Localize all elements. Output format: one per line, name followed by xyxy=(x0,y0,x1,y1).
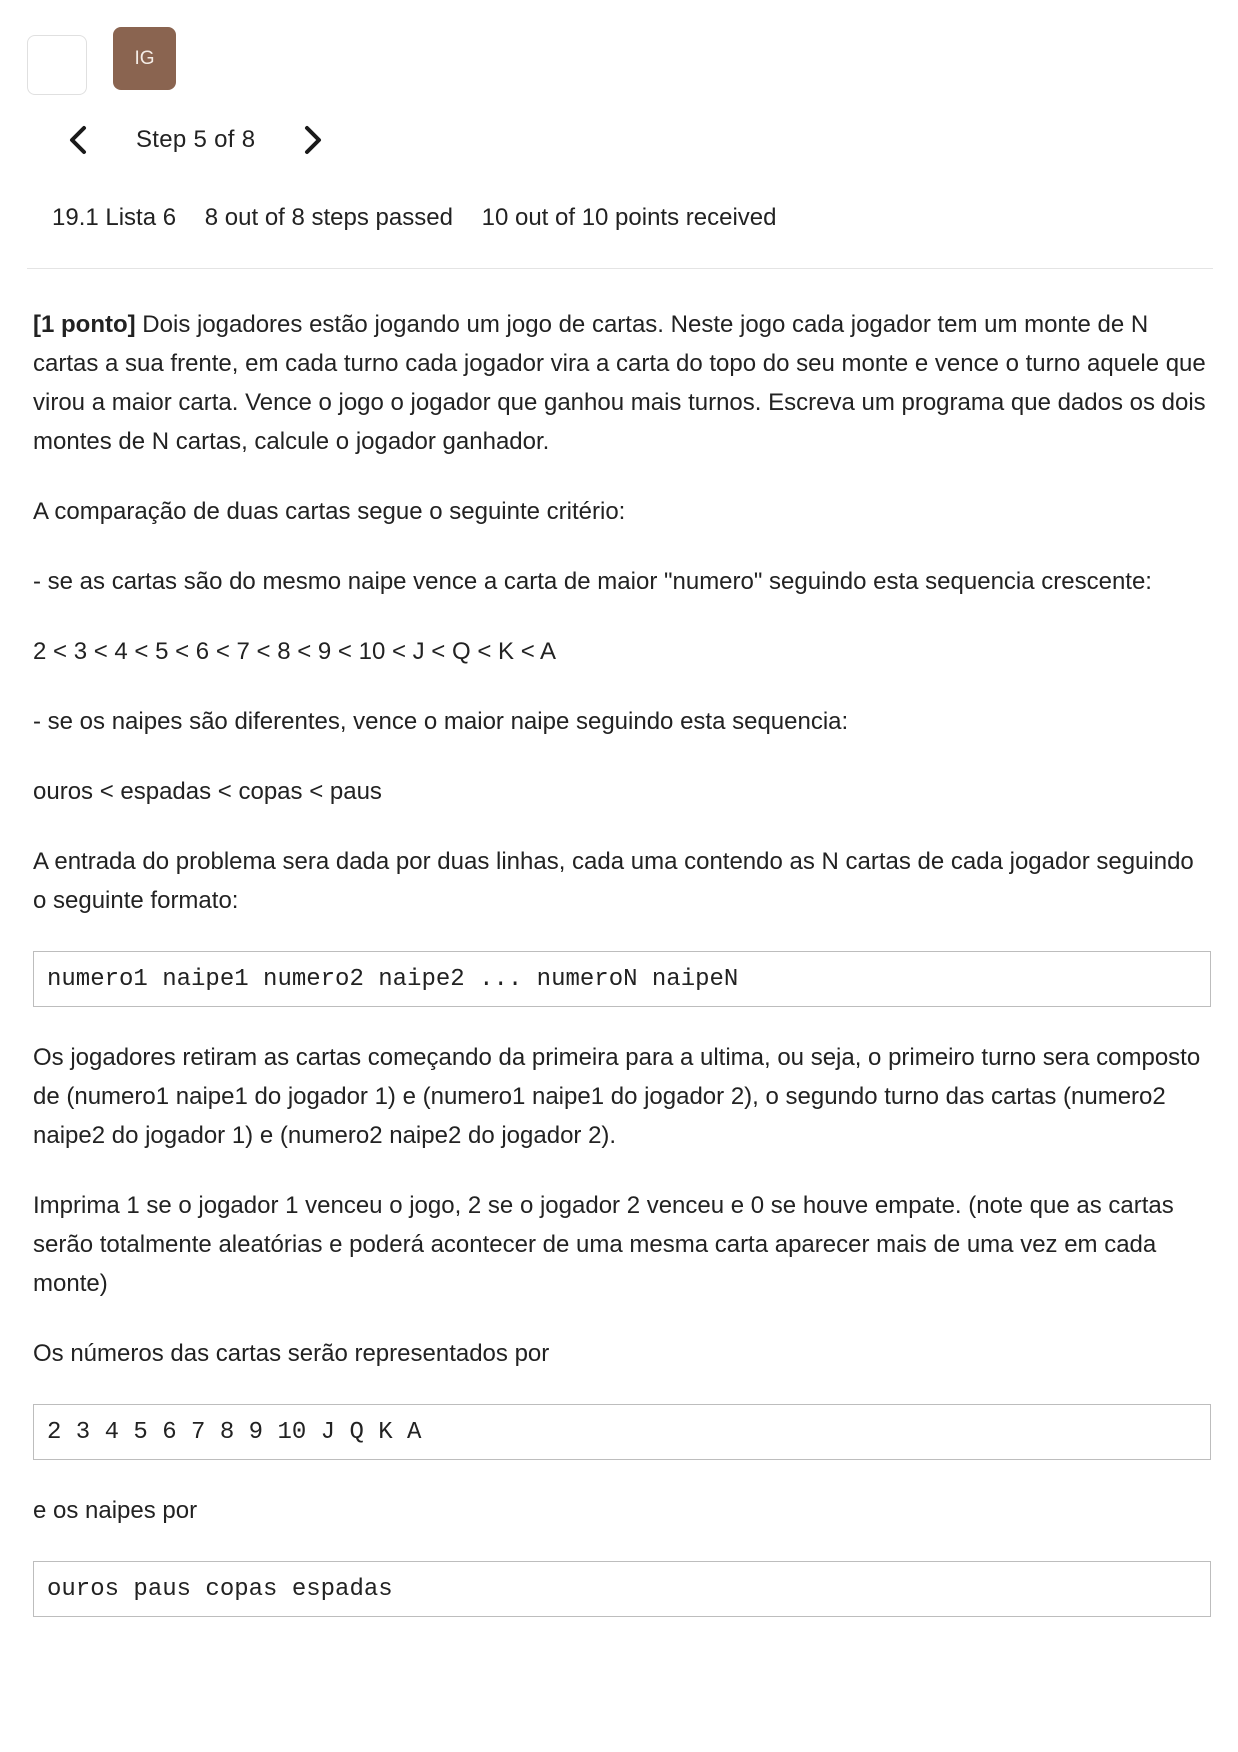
lesson-status xyxy=(52,204,798,232)
chevron-left-icon xyxy=(67,125,89,155)
problem-statement xyxy=(33,305,1211,1648)
turn-description: Os jogadores retiram as cartas começando da primeira para a ultima, ou seja, o primeiro turno sera composto de (numero1 naipe1 do jogador 1) e (numero1 naipe1 do jogador 2), o segundo turno das cartas (numero2 naipe2 do jogador 1) e (numero2 naipe2 do jogador 2). xyxy=(33,1044,1201,1149)
points-received-text: 10 out of 10 points received xyxy=(481,204,777,231)
numbers-code: 2 3 4 5 6 7 8 9 10 J Q K A xyxy=(33,1404,1211,1460)
next-step-button[interactable] xyxy=(295,112,331,168)
intro-text: Dois jogadores estão jogando um jogo de cartas. Neste jogo cada jogador tem um monte de N cartas a sua frente, em cada turno cada jogador vira a carta do topo do seu monte e vence o turno aquele que virou a maior carta. Vence o jogo o jogador que ganhou mais turnos. Escreva um programa que dados os dois montes de N cartas, calcule o jogador ganhador. xyxy=(33,311,1206,455)
app-logo-tile[interactable] xyxy=(27,35,87,95)
intro-paragraph xyxy=(33,305,1211,461)
previous-step-button[interactable] xyxy=(60,112,96,168)
output-description: Imprima 1 se o jogador 1 venceu o jogo, 2 se o jogador 2 venceu e 0 se houve empate. (note que as cartas serão totalmente aleatórias e poderá acontecer de uma mesma carta aparecer mais de uma vez em cada monte) xyxy=(33,1192,1174,1297)
same-suit-rule: - se as cartas são do mesmo naipe vence a carta de maior "numero" seguindo esta sequencia crescente: xyxy=(33,568,1152,595)
input-description: A entrada do problema sera dada por duas linhas, cada uma contendo as N cartas de cada jogador seguindo o seguinte formato: xyxy=(33,848,1194,914)
lesson-title[interactable]: 19.1 Lista 6 xyxy=(52,204,177,231)
avatar[interactable] xyxy=(113,27,176,90)
suits-code: ouros paus copas espadas xyxy=(33,1561,1211,1617)
divider xyxy=(27,268,1213,269)
suit-order: ouros < espadas < copas < paus xyxy=(33,778,382,805)
number-order: 2 < 3 < 4 < 5 < 6 < 7 < 8 < 9 < 10 < J < Q < K < A xyxy=(33,638,557,665)
step-label: Step 5 of 8 xyxy=(136,126,256,153)
steps-passed-text: 8 out of 8 steps passed xyxy=(204,204,453,231)
numbers-intro: Os números das cartas serão representados por xyxy=(33,1340,550,1367)
criteria-intro: A comparação de duas cartas segue o seguinte critério: xyxy=(33,498,626,525)
points-tag: [1 ponto] xyxy=(33,311,136,338)
step-navigator xyxy=(60,112,331,168)
avatar-initials: IG xyxy=(134,47,155,69)
input-format-code: numero1 naipe1 numero2 naipe2 ... numeroN naipeN xyxy=(33,951,1211,1007)
chevron-right-icon xyxy=(302,125,324,155)
suits-intro: e os naipes por xyxy=(33,1497,198,1524)
different-suit-rule: - se os naipes são diferentes, vence o maior naipe seguindo esta sequencia: xyxy=(33,708,849,735)
